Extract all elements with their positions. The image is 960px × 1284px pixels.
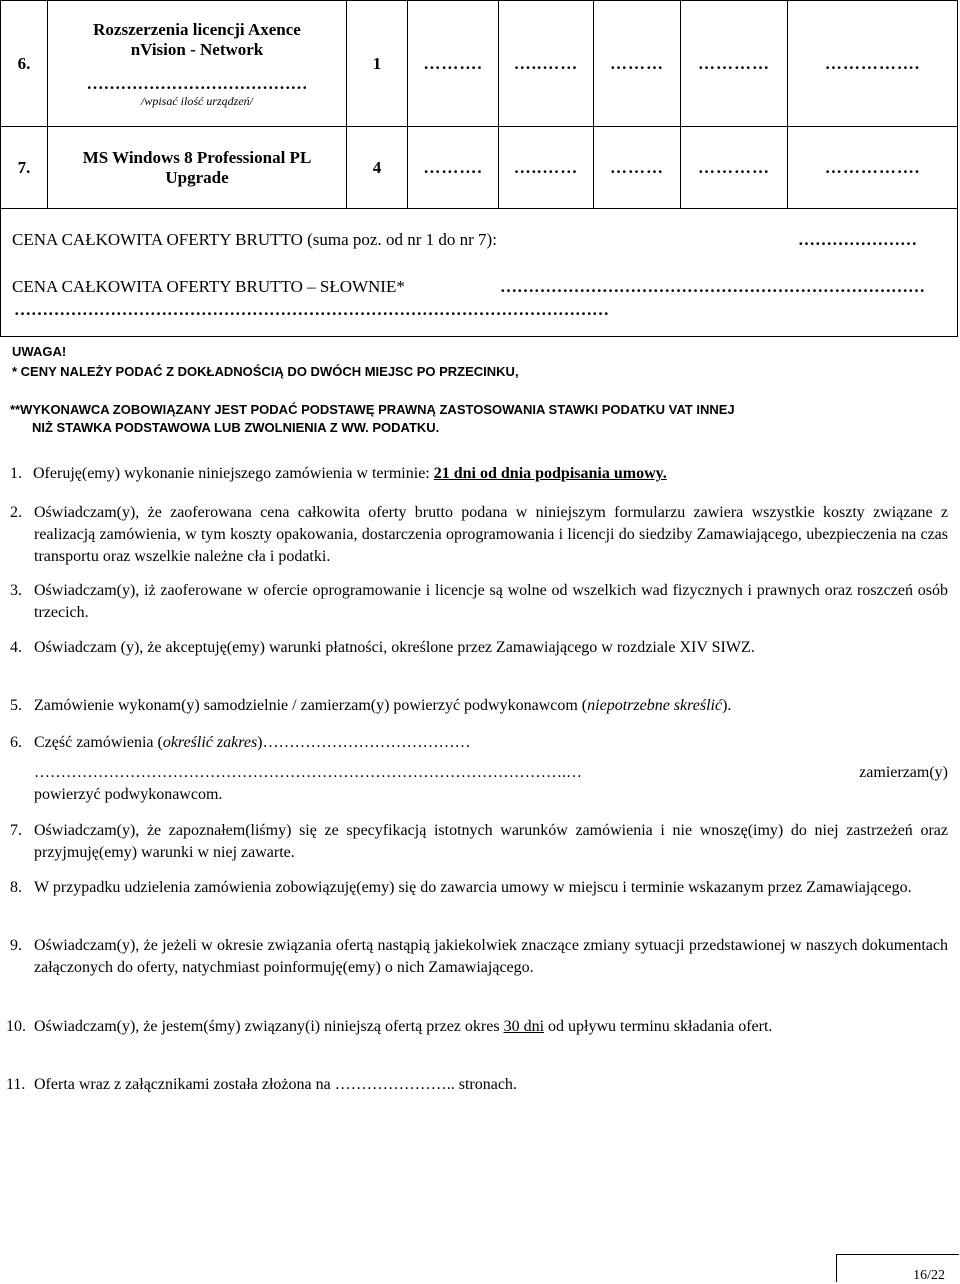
price-cell: ………. <box>408 1 499 127</box>
total-words-label: CENA CAŁKOWITA OFERTY BRUTTO – SŁOWNIE* <box>12 277 405 296</box>
binding-days: 30 dni <box>503 1018 545 1035</box>
price-cell: ………… <box>681 1 788 127</box>
row-quantity: 4 <box>347 127 408 209</box>
row-product-name: MS Windows 8 Professional PL Upgrade <box>48 127 347 209</box>
page-number-box <box>836 1254 959 1282</box>
price-cell: ……… <box>594 127 681 209</box>
warning-line: * CENY NALEŻY PODAĆ Z DOKŁADNOŚCIĄ DO DWÓCH MIEJSC PO PRZECINKU, <box>12 364 519 379</box>
clause-7: 7. Oświadczam(y), że zapoznałem(liśmy) się ze specyfikacją istotnych warunków zamówienia i nie wnoszę(imy) do niej zastrzeżeń oraz przyjmuję(emy) warunki w niej zawarte. <box>10 822 948 861</box>
page-number: 16/22 <box>913 1268 945 1283</box>
row-number: 7. <box>1 127 48 209</box>
quantity-dots: ………………………………… <box>86 73 308 93</box>
clause-5: 5. Zamówienie wykonam(y) samodzielnie / zamierzam(y) powierzyć podwykonawcom (niepotrzebne skreślić). <box>10 697 732 714</box>
row-product-name: Rozszerzenia licencji Axence nVision - Network ………………………………… /wpisać ilość urządzeń/ <box>48 1 347 127</box>
clause-9: 9. Oświadczam(y), że jeżeli w okresie związania ofertą nastąpią jakiekolwiek znaczące zmiany sytuacji przedstawionej w naszych dokumentach załączonych do oferty, natychmiast poinformuję(emy) o nich Zamawiającego. <box>10 937 948 976</box>
warning-title: UWAGA! <box>12 344 67 359</box>
warning-line: NIŻ STAWKA PODSTAWOWA LUB ZWOLNIENIA Z WW. PODATKU. <box>32 420 440 435</box>
scope-dots: ……………………………………………………………………………………….… <box>34 764 582 781</box>
total-label: CENA CAŁKOWITA OFERTY BRUTTO (suma poz. od nr 1 do nr 7): <box>12 230 497 249</box>
price-cell: ………. <box>408 127 499 209</box>
clause-10: 10. Oświadczam(y), że jestem(śmy) związany(i) niniejszą ofertą przez okres 30 dni od upływu terminu składania ofert. <box>6 1018 773 1035</box>
table-row <box>1 127 958 209</box>
clause-6: 6. Część zamówienia (określić zakres)………………………………… ……………………………………………………………………………………….… zamierzam(y) powierzyć podwykonawcom. <box>10 734 948 803</box>
clause-3: 3. Oświadczam(y), iż zaoferowane w ofercie oprogramowanie i licencje są wolne od wszelkich wad fizycznych i prawnych oraz roszczeń osób trzecich. <box>10 582 948 621</box>
row-quantity: 1 <box>347 1 408 127</box>
clause-8: 8. W przypadku udzielenia zamówienia zobowiązuję(emy) się do zawarcia umowy w miejscu i terminie wskazanym przez Zamawiającego. <box>10 879 912 896</box>
price-cell: ……………. <box>788 1 958 127</box>
price-cell: ………… <box>681 127 788 209</box>
warning-line: **WYKONAWCA ZOBOWIĄZANY JEST PODAĆ PODSTAWĘ PRAWNĄ ZASTOSOWANIA STAWKI PODATKU VAT INNEJ <box>10 402 735 417</box>
clause-4: 4. Oświadczam (y), że akceptuję(emy) warunki płatności, określone przez Zamawiającego w rozdziale XIV SIWZ. <box>10 639 755 656</box>
total-words-dots: ………………………………………………………………… <box>500 277 925 296</box>
row-number: 6. <box>1 1 48 127</box>
row-note: /wpisać ilość urządzeń/ <box>140 93 253 108</box>
price-cell: ……… <box>594 1 681 127</box>
price-cell: …..…… <box>499 1 594 127</box>
page-count-dots: ………………….. <box>334 1076 455 1093</box>
price-cell: …..…… <box>499 127 594 209</box>
table-row <box>1 1 958 127</box>
price-cell: ……………. <box>788 127 958 209</box>
total-value: ………………… <box>798 230 917 249</box>
total-words-dots: …………………………………………………………………………………………… <box>14 300 609 319</box>
deadline-term: 21 dni od dnia podpisania umowy. <box>433 465 667 482</box>
clause-2: 2. Oświadczam(y), że zaoferowana cena całkowita oferty brutto podana w niniejszym formularzu zawiera wszystkie koszty związane z realizacją zamówienia, w tym koszty opakowania, dostarczenia oprogramowania i licencji do siedziby Zamawiającego, ubezpieczenia na czas transportu oraz wszelkie należne cła i podatki. <box>10 504 948 565</box>
items-table <box>0 0 958 209</box>
clause-11: 11. Oferta wraz z załącznikami została złożona na ………………….. stronach. <box>6 1076 517 1093</box>
clause-1: 1. Oferuję(emy) wykonanie niniejszego zamówienia w terminie: 21 dni od dnia podpisania umowy. <box>10 465 667 482</box>
